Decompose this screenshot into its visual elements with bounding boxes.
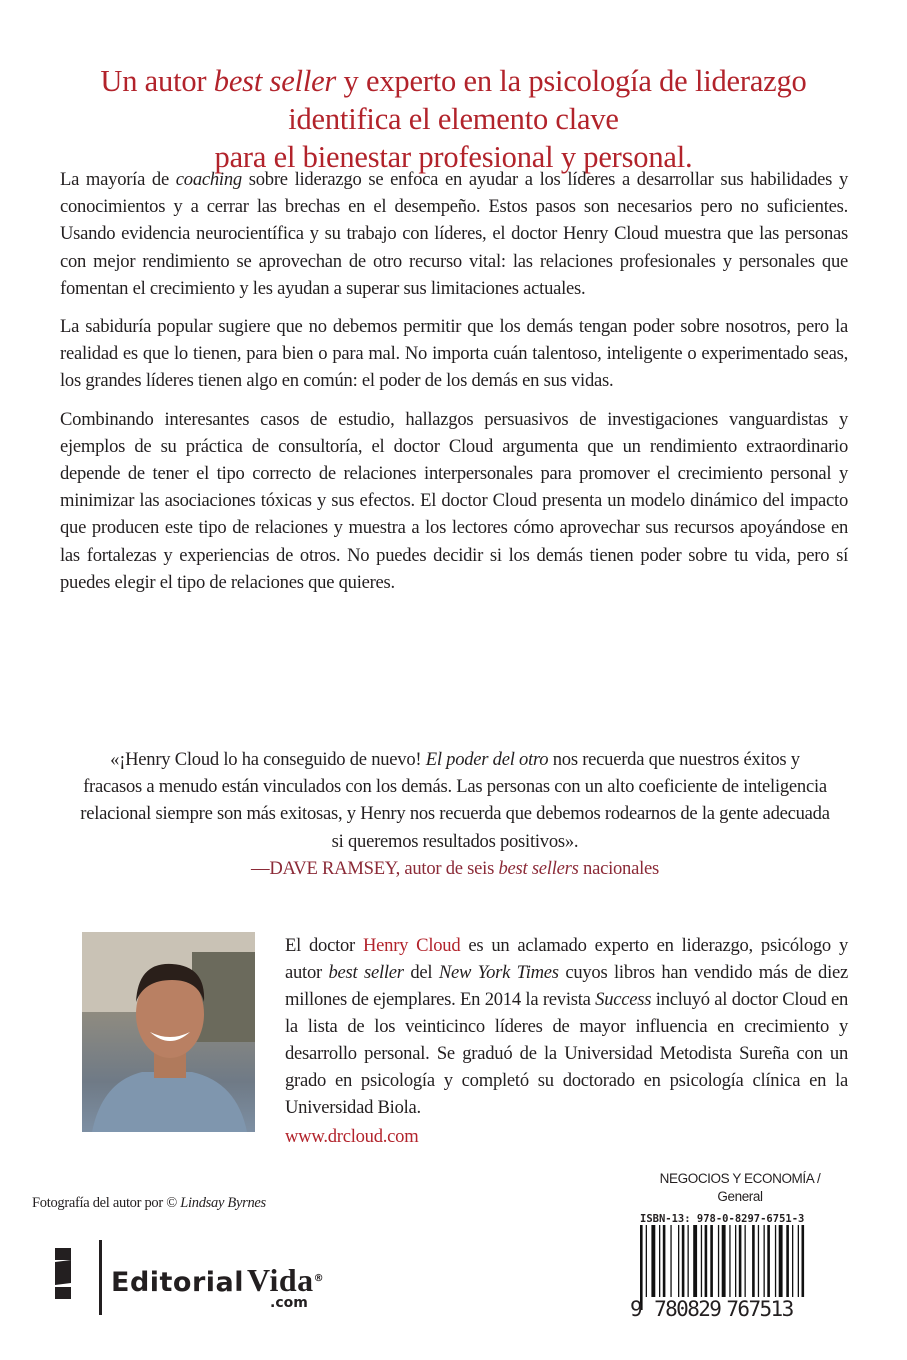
barcode-digit: 9 — [630, 1297, 642, 1321]
photo-credit — [32, 1195, 266, 1212]
headline — [40, 62, 867, 176]
barcode-bar — [701, 1225, 702, 1297]
author-photo — [82, 932, 255, 1132]
attr-italic: best sellers — [498, 857, 579, 879]
quote-attribution — [80, 855, 830, 882]
category — [610, 1170, 870, 1206]
barcode-bar — [775, 1225, 776, 1297]
barcode-bar — [663, 1225, 666, 1297]
barcode-bar — [718, 1225, 719, 1297]
barcode-bar — [651, 1225, 655, 1297]
paragraph-2: La sabiduría popular sugiere que no debemos permitir que los demás tengan poder sobre nosotros, pero la realidad es que lo tienen, para bien o para mal. No importa cuán talentoso, inteligente o experimentado seas, los grandes líderes tienen algo en común: el poder de los demás en sus vidas. — [60, 316, 848, 392]
quote-text: «¡Henry Cloud lo ha conseguido de nuevo! — [110, 749, 426, 770]
registered-mark: ® — [313, 1273, 325, 1284]
text: La mayoría de — [60, 169, 176, 190]
bio-italic: Success — [595, 989, 652, 1010]
headline-line: identifica el elemento clave — [288, 102, 619, 136]
headline-text: y experto en la psicología de liderazgo — [336, 64, 807, 98]
barcode-bar — [792, 1225, 793, 1297]
category-subline: General — [717, 1189, 763, 1204]
barcode-bar — [764, 1225, 765, 1297]
bio-text: incluyó al doctor Cloud en la lista de los veinticinco líderes de mayor influencia en crecimiento y desarrollo personal. Se graduó de la Universidad Metodista Sureña con un grado en psicología y completó su doctorado en psicología clínica en la Universidad Biola. — [285, 989, 848, 1118]
bio-text: del — [403, 962, 439, 983]
isbn-label: ISBN-13: 978-0-8297-6751-3 — [640, 1213, 805, 1225]
barcode-digits: 780829 — [654, 1297, 721, 1321]
headline-text: Un autor — [100, 64, 214, 98]
category-line: NEGOCIOS Y ECONOMÍA / — [659, 1171, 821, 1186]
publisher-logo — [55, 1240, 355, 1311]
author-name: Henry Cloud — [362, 935, 461, 956]
barcode-bar — [758, 1225, 759, 1297]
barcode-bar — [767, 1225, 770, 1297]
barcode-bar — [752, 1225, 755, 1297]
bio-text: El doctor — [285, 935, 363, 956]
bio-text: cuyos libros han vendido más de diez millones de ejemplares. En 2014 la revista — [285, 962, 848, 1010]
attr-text: nacionales — [578, 857, 659, 879]
barcode-bar — [722, 1225, 726, 1297]
barcode-bar — [798, 1225, 799, 1297]
quote-text: nos recuerda que nuestros éxitos y fracasos a menudo están vinculados con los demás. Las personas con un alto coeficiente de inteligencia relacional siempre son más exitosas, y Henry nos recuerda que debemos rodearnos de la gente adecuada si queremos resultados positivos». — [80, 749, 830, 852]
barcode-bar — [693, 1225, 697, 1297]
bio-italic: best seller — [328, 962, 404, 983]
author-website-link[interactable]: www.drcloud.com — [285, 1126, 419, 1147]
book-title: El poder del otro — [425, 749, 549, 770]
paragraph-3: Combinando interesantes casos de estudio, hallazgos persuasivos de investigaciones vanguardistas y ejemplos de su práctica de consultoría, el doctor Cloud argumenta que un rendimiento extraordinario depende de tener el tipo correcto de relaciones interpersonales para promover el crecimiento personal y minimizar las asociaciones tóxicas y sus efectos. El doctor Cloud presenta un modelo dinámico del impacto que producen este tipo de relaciones y muestra a los lectores cómo aprovechar sus recursos apoyándose en las fortalezas y experiencias de otros. No puedes decidir si los demás tienen poder sobre tu vida, pero sí puedes elegir el tipo de relaciones que quieres. — [60, 408, 848, 593]
barcode-bar — [670, 1225, 671, 1297]
attr-text: —DAVE RAMSEY, autor de seis — [251, 857, 499, 879]
barcode-bar — [688, 1225, 689, 1297]
headline-line: para el bienestar profesional y personal. — [214, 140, 693, 174]
endorsement-quote — [80, 746, 830, 882]
barcode-bar — [739, 1225, 742, 1297]
publisher-domain: .com — [270, 1295, 308, 1311]
publisher-name: Editorial — [111, 1267, 245, 1298]
barcode-bar — [786, 1225, 789, 1297]
credit-label: Fotografía del autor por © — [32, 1195, 181, 1211]
bio-text: es un aclamado experto en liderazgo, psicólogo y autor — [285, 935, 848, 983]
barcode-bar — [659, 1225, 660, 1297]
barcode-bar — [779, 1225, 783, 1297]
barcode-bar — [745, 1225, 746, 1297]
barcode-bar — [729, 1225, 730, 1297]
barcode-bar — [802, 1225, 805, 1297]
barcode-bar — [735, 1225, 736, 1297]
barcode — [630, 1225, 845, 1340]
barcode-digits: 767513 — [726, 1297, 793, 1321]
text: sobre liderazgo se enfoca en ayudar a los líderes a desarrollar sus habilidades y conocimientos y a cerrar las brechas en el desempeño. Estos pasos son necesarios pero no suficientes. Usando evidencia neurocientífica y su trabajo con líderes, el doctor Henry Cloud muestra que las personas con mejor rendimiento se aprovechan de otro recurso vital: las relaciones profesionales y personales que fomentan el crecimiento y les ayudan a superar sus limitaciones actuales. — [60, 169, 848, 299]
text-italic: coaching — [175, 169, 242, 190]
barcode-bar — [705, 1225, 708, 1297]
paragraph-1 — [60, 166, 848, 302]
description — [60, 166, 848, 607]
barcode-bar — [682, 1225, 685, 1297]
barcode-bar — [678, 1225, 679, 1297]
author-bio — [285, 932, 848, 1150]
publisher-name-vida: Vida — [247, 1262, 314, 1298]
headline-italic: best seller — [213, 64, 337, 98]
barcode-bar — [710, 1225, 713, 1297]
photographer-name: Lindsay Byrnes — [180, 1195, 266, 1211]
bio-italic: New York Times — [438, 962, 559, 983]
barcode-bar — [646, 1225, 647, 1297]
